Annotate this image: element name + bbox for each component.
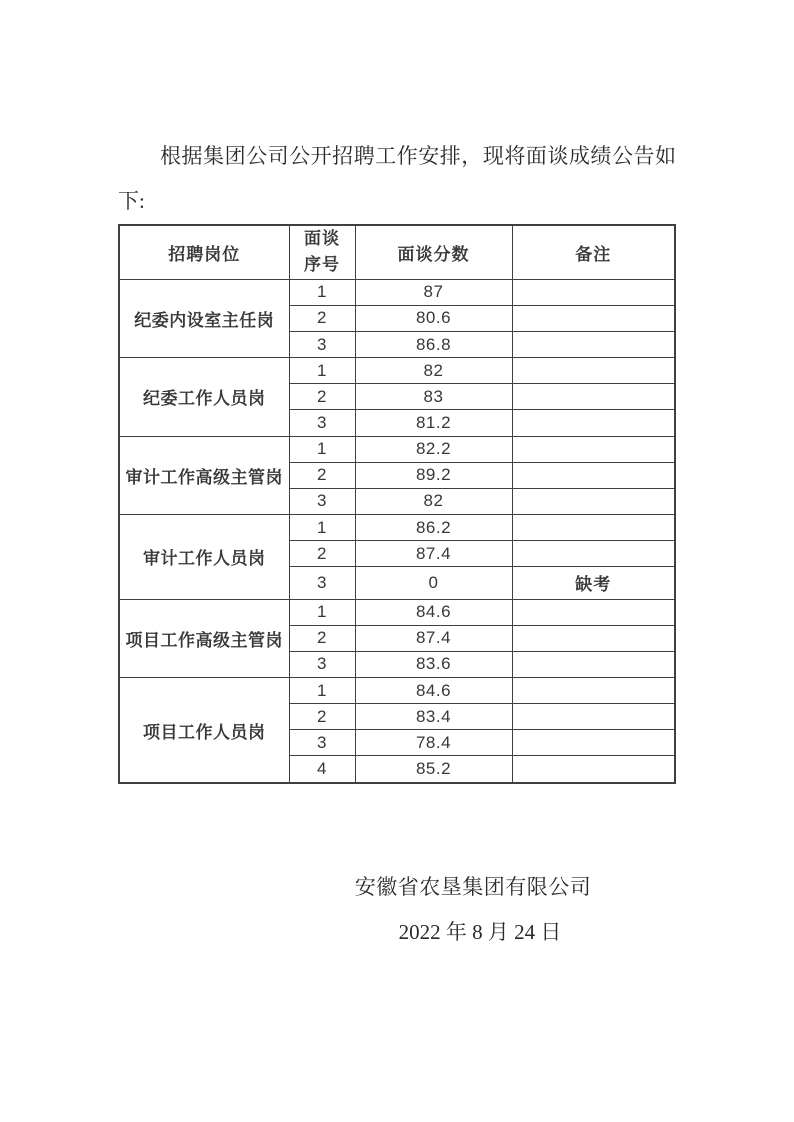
note-cell	[512, 541, 675, 567]
interview-no-cell: 1	[289, 358, 355, 384]
score-cell: 83.6	[355, 651, 512, 677]
interview-no-cell: 3	[289, 730, 355, 756]
interview-no-cell: 4	[289, 756, 355, 783]
header-row	[119, 225, 675, 279]
note-cell	[512, 384, 675, 410]
score-cell: 82	[355, 358, 512, 384]
score-cell: 78.4	[355, 730, 512, 756]
interview-no-cell: 2	[289, 625, 355, 651]
score-cell: 89.2	[355, 462, 512, 488]
score-cell: 87.4	[355, 625, 512, 651]
score-cell: 83	[355, 384, 512, 410]
score-table	[118, 224, 676, 784]
table-row	[119, 514, 675, 540]
column-header-note	[512, 225, 675, 279]
score-cell: 82.2	[355, 436, 512, 462]
note-cell	[512, 279, 675, 305]
note-cell	[512, 331, 675, 357]
score-cell: 86.8	[355, 331, 512, 357]
interview-no-cell: 2	[289, 384, 355, 410]
note-cell	[512, 678, 675, 704]
interview-no-cell: 1	[289, 599, 355, 625]
interview-no-cell: 1	[289, 514, 355, 540]
interview-no-cell: 3	[289, 410, 355, 436]
intro-paragraph: 根据集团公司公开招聘工作安排，现将面谈成绩公告如下:	[118, 144, 676, 213]
score-table-body	[119, 279, 675, 783]
interview-no-cell: 3	[289, 651, 355, 677]
interview-no-cell: 1	[289, 436, 355, 462]
column-header-position-label: 招聘岗位	[168, 244, 241, 264]
document-content	[118, 134, 676, 955]
note-cell	[512, 625, 675, 651]
note-cell	[512, 488, 675, 514]
signature-company: 安徽省农垦集团有限公司	[354, 875, 592, 899]
column-header-interview-no	[289, 225, 355, 279]
column-header-position	[119, 225, 289, 279]
interview-no-cell: 1	[289, 678, 355, 704]
table-row	[119, 436, 675, 462]
score-cell: 87	[355, 279, 512, 305]
position-cell: 纪委工作人员岗	[119, 358, 289, 436]
score-cell: 87.4	[355, 541, 512, 567]
score-table-header	[119, 225, 675, 279]
interview-no-cell: 3	[289, 331, 355, 357]
note-cell	[512, 358, 675, 384]
note-cell	[512, 305, 675, 331]
interview-no-cell: 2	[289, 704, 355, 730]
position-cell: 项目工作人员岗	[119, 678, 289, 783]
position-cell: 纪委内设室主任岗	[119, 279, 289, 357]
score-cell: 82	[355, 488, 512, 514]
table-row	[119, 599, 675, 625]
table-row	[119, 358, 675, 384]
note-cell	[512, 730, 675, 756]
note-cell	[512, 514, 675, 540]
score-cell: 86.2	[355, 514, 512, 540]
score-cell: 83.4	[355, 704, 512, 730]
signature-block	[118, 865, 676, 955]
score-cell: 85.2	[355, 756, 512, 783]
note-cell	[512, 462, 675, 488]
score-cell: 84.6	[355, 599, 512, 625]
note-cell	[512, 651, 675, 677]
note-cell	[512, 756, 675, 783]
position-cell: 项目工作高级主管岗	[119, 599, 289, 677]
note-cell	[512, 704, 675, 730]
column-header-score	[355, 225, 512, 279]
note-cell	[512, 599, 675, 625]
note-cell	[512, 436, 675, 462]
interview-no-cell: 2	[289, 462, 355, 488]
score-cell: 81.2	[355, 410, 512, 436]
signature-date: 2022 年 8 月 24 日	[398, 920, 562, 944]
column-header-score-label: 面谈分数	[397, 244, 470, 264]
table-row	[119, 678, 675, 704]
column-header-note-label: 备注	[575, 244, 612, 264]
table-row	[119, 279, 675, 305]
position-cell: 审计工作人员岗	[119, 514, 289, 599]
column-header-interview-no-label: 面谈序号	[304, 229, 340, 275]
score-cell: 0	[355, 567, 512, 599]
interview-no-cell: 2	[289, 305, 355, 331]
interview-no-cell: 3	[289, 488, 355, 514]
score-cell: 80.6	[355, 305, 512, 331]
interview-no-cell: 1	[289, 279, 355, 305]
score-cell: 84.6	[355, 678, 512, 704]
interview-no-cell: 2	[289, 541, 355, 567]
note-cell: 缺考	[512, 567, 675, 599]
interview-no-cell: 3	[289, 567, 355, 599]
note-cell	[512, 410, 675, 436]
position-cell: 审计工作高级主管岗	[119, 436, 289, 514]
